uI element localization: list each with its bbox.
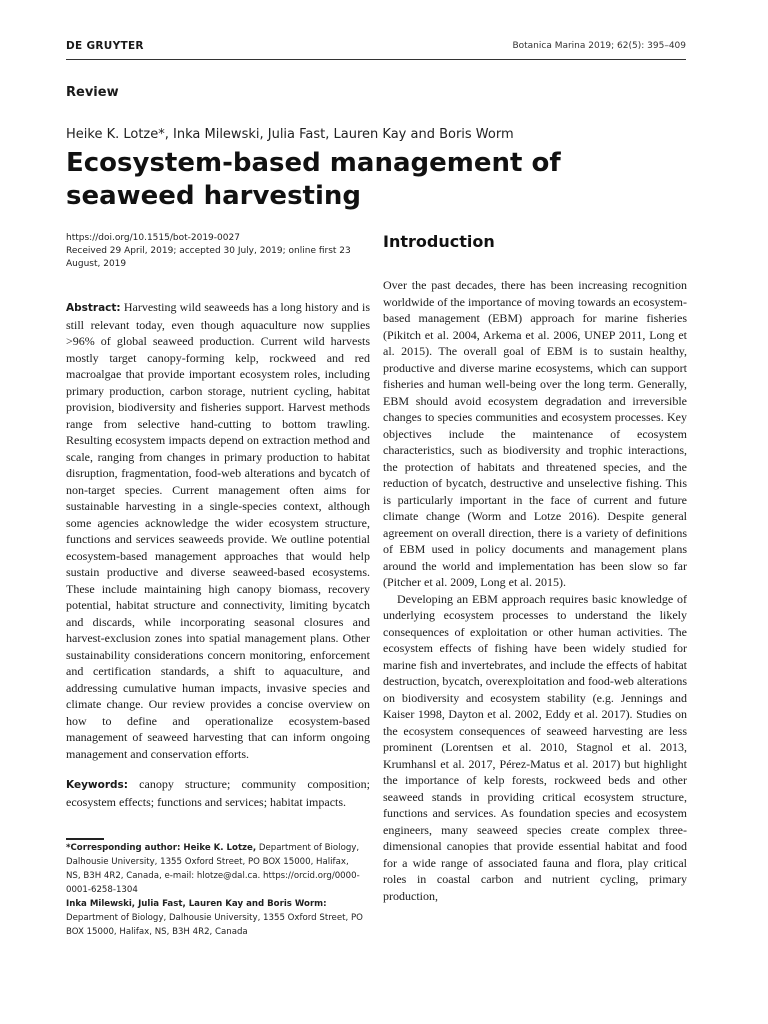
introduction-paragraph: Developing an EBM approach requires basic knowledge of underlying ecosystem processes to understand the likely consequences of exploitation or other human activities. The ecosystem effects of fishing have been widely studied for marine fish and invertebrates, and include the effects of habitat destruction, bycatch, overexploitation and food-web alterations on biodiversity and ecosystem stability (e.g. Jennings and Kaiser 1998, Dayton et al. 2002, Eddy et al. 2017). Studies on the ecosystem consequences of seaweed harvesting are less prominent (Lorentsen et al. 2010, Stagnol et al. 2013, Krumhansl et al. 2017, Pérez-Matus et al. 2017) but highlight the importance of kelp forests, rockweed beds and other seaweed stands in providing critical ecosystem structure, functions and services. As foundation species and ecosystem engineers, many seaweed species create complex three-dimensional canopies that provide essential habitat and food for a wide range of associated fauna and flora, play critical roles in coastal carbon and nutrient cycling, primary production, <box>383 591 687 903</box>
coauthors-label: Inka Milewski, Julia Fast, Lauren Kay and Boris Worm: <box>66 899 327 909</box>
corresponding-author-text: Department of Biology, Dalhousie University, 1355 Oxford Street, PO BOX 15000, Halifax, NS, B3H 4R2, Canada, e-mail: hlotze@dal.ca. https://orcid.org/0000-0001-6258-1304 <box>66 843 360 895</box>
introduction-paragraph: Over the past decades, there has been increasing recognition worldwide of the importance of moving towards an ecosystem-based management (EBM) approach for marine fisheries (Pikitch et al. 2004, Arkema et al. 2006, UNEP 2011, Long et al. 2015). The overall goal of EBM is to sustain healthy, productive and diverse marine ecosystems, which can support fisheries and human well-being over the long term. Generally, EBM should avoid ecosystem degradation and irreversible changes to species communities and ecosystem processes. Key objectives include the maintenance of ecosystem characteristics, such as biodiversity and trophic interactions, the protection of habitats and threatened species, and the reduction of bycatch, destructive and unselective fishing. This is particularly important in the face of current and future climate change (Worm and Lotze 2016). Despite general agreement on overall direction, there is a variety of definitions of EBM used in policy documents and management plans around the world and implementation has been slow so far (Pitcher et al. 2009, Long et al. 2015). <box>383 278 687 589</box>
right-column <box>383 232 687 904</box>
keywords-label: Keywords: <box>66 779 128 791</box>
author-list: Heike K. Lotze*, Inka Milewski, Julia Fast, Lauren Kay and Boris Worm <box>66 127 514 142</box>
coauthors-text: Department of Biology, Dalhousie University, 1355 Oxford Street, PO BOX 15000, Halifax, NS, B3H 4R2, Canada <box>66 913 363 937</box>
abstract <box>66 299 370 762</box>
coauthors-note <box>66 897 366 939</box>
footnotes <box>66 841 366 939</box>
header-divider <box>66 59 686 60</box>
article-title: Ecosystem-based management of seaweed harvesting <box>66 148 561 211</box>
journal-citation: Botanica Marina 2019; 62(5): 395–409 <box>512 41 686 51</box>
keywords <box>66 776 370 810</box>
publisher-logo: DE GRUYTER <box>66 40 144 52</box>
keywords-text: canopy structure; community composition; ecosystem effects; functions and services; habitat impacts. <box>66 777 371 809</box>
corresponding-author-label: *Corresponding author: Heike K. Lotze, <box>66 843 257 853</box>
article-section-label: Review <box>66 85 119 100</box>
abstract-label: Abstract: <box>66 302 121 314</box>
left-column <box>66 232 370 810</box>
article-dates: Received 29 April, 2019; accepted 30 July, 2019; online first 23 August, 2019 <box>66 246 351 269</box>
corresponding-author-note <box>66 841 366 897</box>
footnote-divider <box>66 838 104 840</box>
running-header <box>66 40 686 54</box>
introduction-heading: Introduction <box>383 232 495 251</box>
doi-link[interactable]: https://doi.org/10.1515/bot-2019-0027 <box>66 233 240 243</box>
abstract-text: Harvesting wild seaweeds has a long history and is still relevant today, even though aquaculture now supplies >96% of global seaweed production. Current wild harvests mostly target canopy-forming kelp, rockweed and red macroalgae that provide important ecosystem roles, including primary production, carbon storage, nutrient cycling, habitat provision, biodiversity and fisheries support. Harvest methods range from selective hand-cutting to bottom trawling. Resulting ecosystem impacts depend on extraction method and scale, ranging from changes in primary production to habitat disruption, fragmentation, food-web alterations and bycatch of non-target species. Current management often aims for sustainable harvesting in a single-species context, although some agencies acknowledge the wider ecosystem structure, functions and services seaweeds provide. We outline potential ecosystem-based management approaches that would help sustain productive and diverse seaweed-based ecosystems. These include maintaining high canopy biomass, recovery potential, habitat structure and connectivity, limiting bycatch and discards, while incorporating seasonal closures and harvest-exclusion zones into spatial management plans. Other sustainability considerations concern monitoring, enforcement and certification standards, a shift to aquaculture, and addressing cumulative human impacts, invasive species and climate change. Our review provides a concise overview on how to define and operationalize ecosystem-based management of seaweed harvesting that can inform ongoing management and conservation efforts. <box>66 300 371 761</box>
